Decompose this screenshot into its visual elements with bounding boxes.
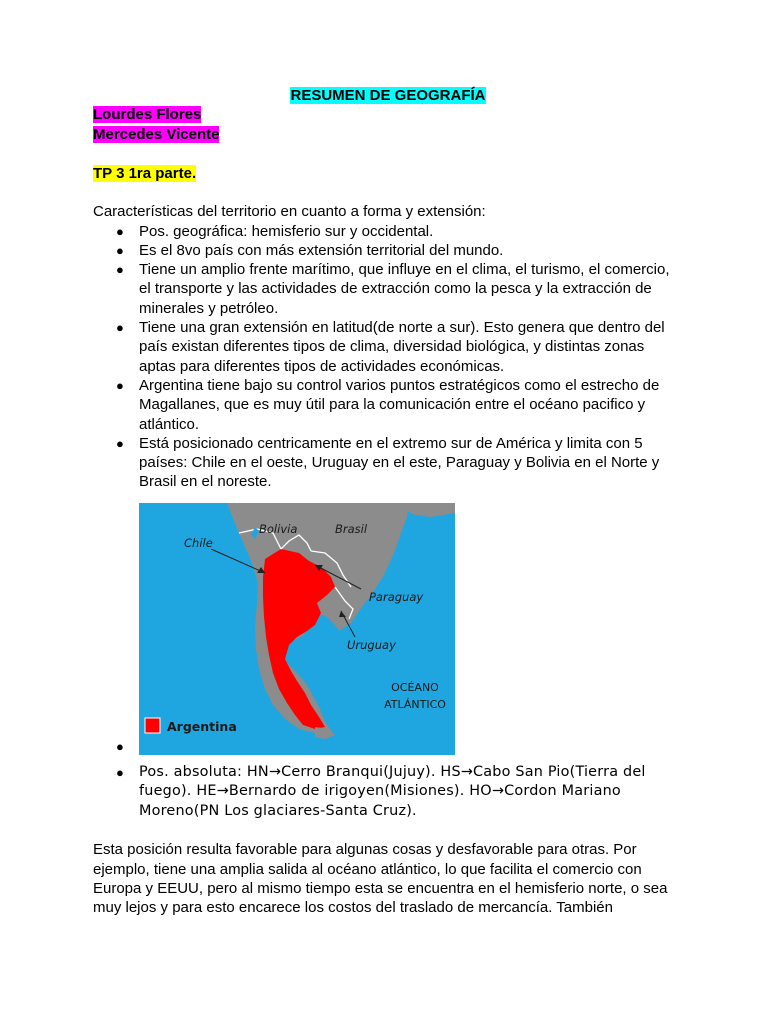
list-item	[93, 434, 683, 492]
uruguay-label: Uruguay	[347, 637, 396, 652]
bullet-dot: ●	[116, 435, 124, 451]
argentina-map	[139, 503, 455, 755]
list-item	[93, 318, 683, 376]
authors	[93, 105, 683, 144]
author-name: Lourdes Flores	[93, 106, 202, 123]
chile-label: Chile	[184, 535, 213, 550]
section-heading-text: TP 3 1ra parte.	[93, 165, 197, 182]
bullet-dot: ●	[116, 262, 124, 278]
closing-paragraph: Esta posición resulta favorable para algunas cosas y desfavorable para otras. Por ejemplo, tiene una amplia salida al océano atlántico, lo que facilita el comercio con Europa y EEUU, pero al mismo tiempo esta se encuentra en el hemisferio norte, o sea muy lejos y para esto encarece los costos del traslado de mercancía. También	[93, 841, 668, 917]
bullet-dot: ●	[116, 377, 124, 393]
list-item-text: Argentina tiene bajo su control varios puntos estratégicos como el estrecho de Magallanes, que es muy útil para la comunicación entre el océano pacifico y atlántico.	[139, 376, 660, 433]
legend-label: Argentina	[167, 718, 237, 734]
ocean-label-line1: OCÉANO	[391, 680, 439, 694]
bullet-list	[93, 222, 683, 822]
list-item-text: Tiene un amplio frente marítimo, que influye en el clima, el turismo, el comercio, el transporte y las actividades de extracción como la pesca y la extracción de minerales y petróleo.	[139, 261, 670, 317]
document-title	[93, 86, 683, 105]
intro-line: Características del territorio en cuanto a forma y extensión:	[93, 203, 486, 221]
argentina-map-svg	[139, 503, 455, 755]
paraguay-label: Paraguay	[369, 589, 424, 604]
bullet-dot: ●	[116, 764, 125, 780]
list-item	[93, 222, 683, 241]
list-item	[93, 260, 683, 318]
list-item-text: Es el 8vo país con más extensión territorial del mundo.	[139, 241, 504, 259]
author-name: Mercedes Vicente	[93, 125, 220, 143]
bullet-dot: ●	[116, 320, 124, 336]
brasil-label: Brasil	[335, 521, 368, 536]
list-item-text: Pos. absoluta: HN→Cerro Branqui(Jujuy). HS→Cabo San Pio(Tierra del fuego). HE→Bernardo de irigoyen(Misiones). HO→Cordon Mariano Moreno(PN Los glaciares-Santa Cruz).	[139, 763, 646, 819]
bullet-dot: ●	[116, 738, 124, 754]
section-heading	[93, 164, 683, 183]
bolivia-label: Bolivia	[259, 521, 298, 536]
bullet-dot: ●	[116, 242, 124, 258]
bullet-dot: ●	[116, 223, 124, 239]
list-item	[93, 241, 683, 260]
list-item-text: Está posicionado centricamente en el extremo sur de América y limita con 5 países: Chile en el oeste, Uruguay en el este, Paraguay y Bolivia en el Norte y Brasil en el noreste.	[139, 434, 660, 491]
list-item-text: Tiene una gran extensión en latitud(de norte a sur). Esto genera que dentro del país existan diferentes tipos de clima, diversidad biológica, y distintas zonas aptas para diferentes tipos de actividades económicas.	[139, 319, 665, 375]
document-title-text: RESUMEN DE GEOGRAFÍA	[290, 87, 486, 104]
list-item	[93, 376, 683, 434]
list-item-text: Pos. geográfica: hemisferio sur y occidental.	[139, 222, 434, 240]
list-item	[93, 763, 683, 822]
list-item-map	[93, 503, 683, 757]
ocean-label-line2: ATLÁNTICO	[384, 697, 446, 711]
document-page	[93, 86, 683, 917]
legend-swatch	[145, 718, 160, 733]
